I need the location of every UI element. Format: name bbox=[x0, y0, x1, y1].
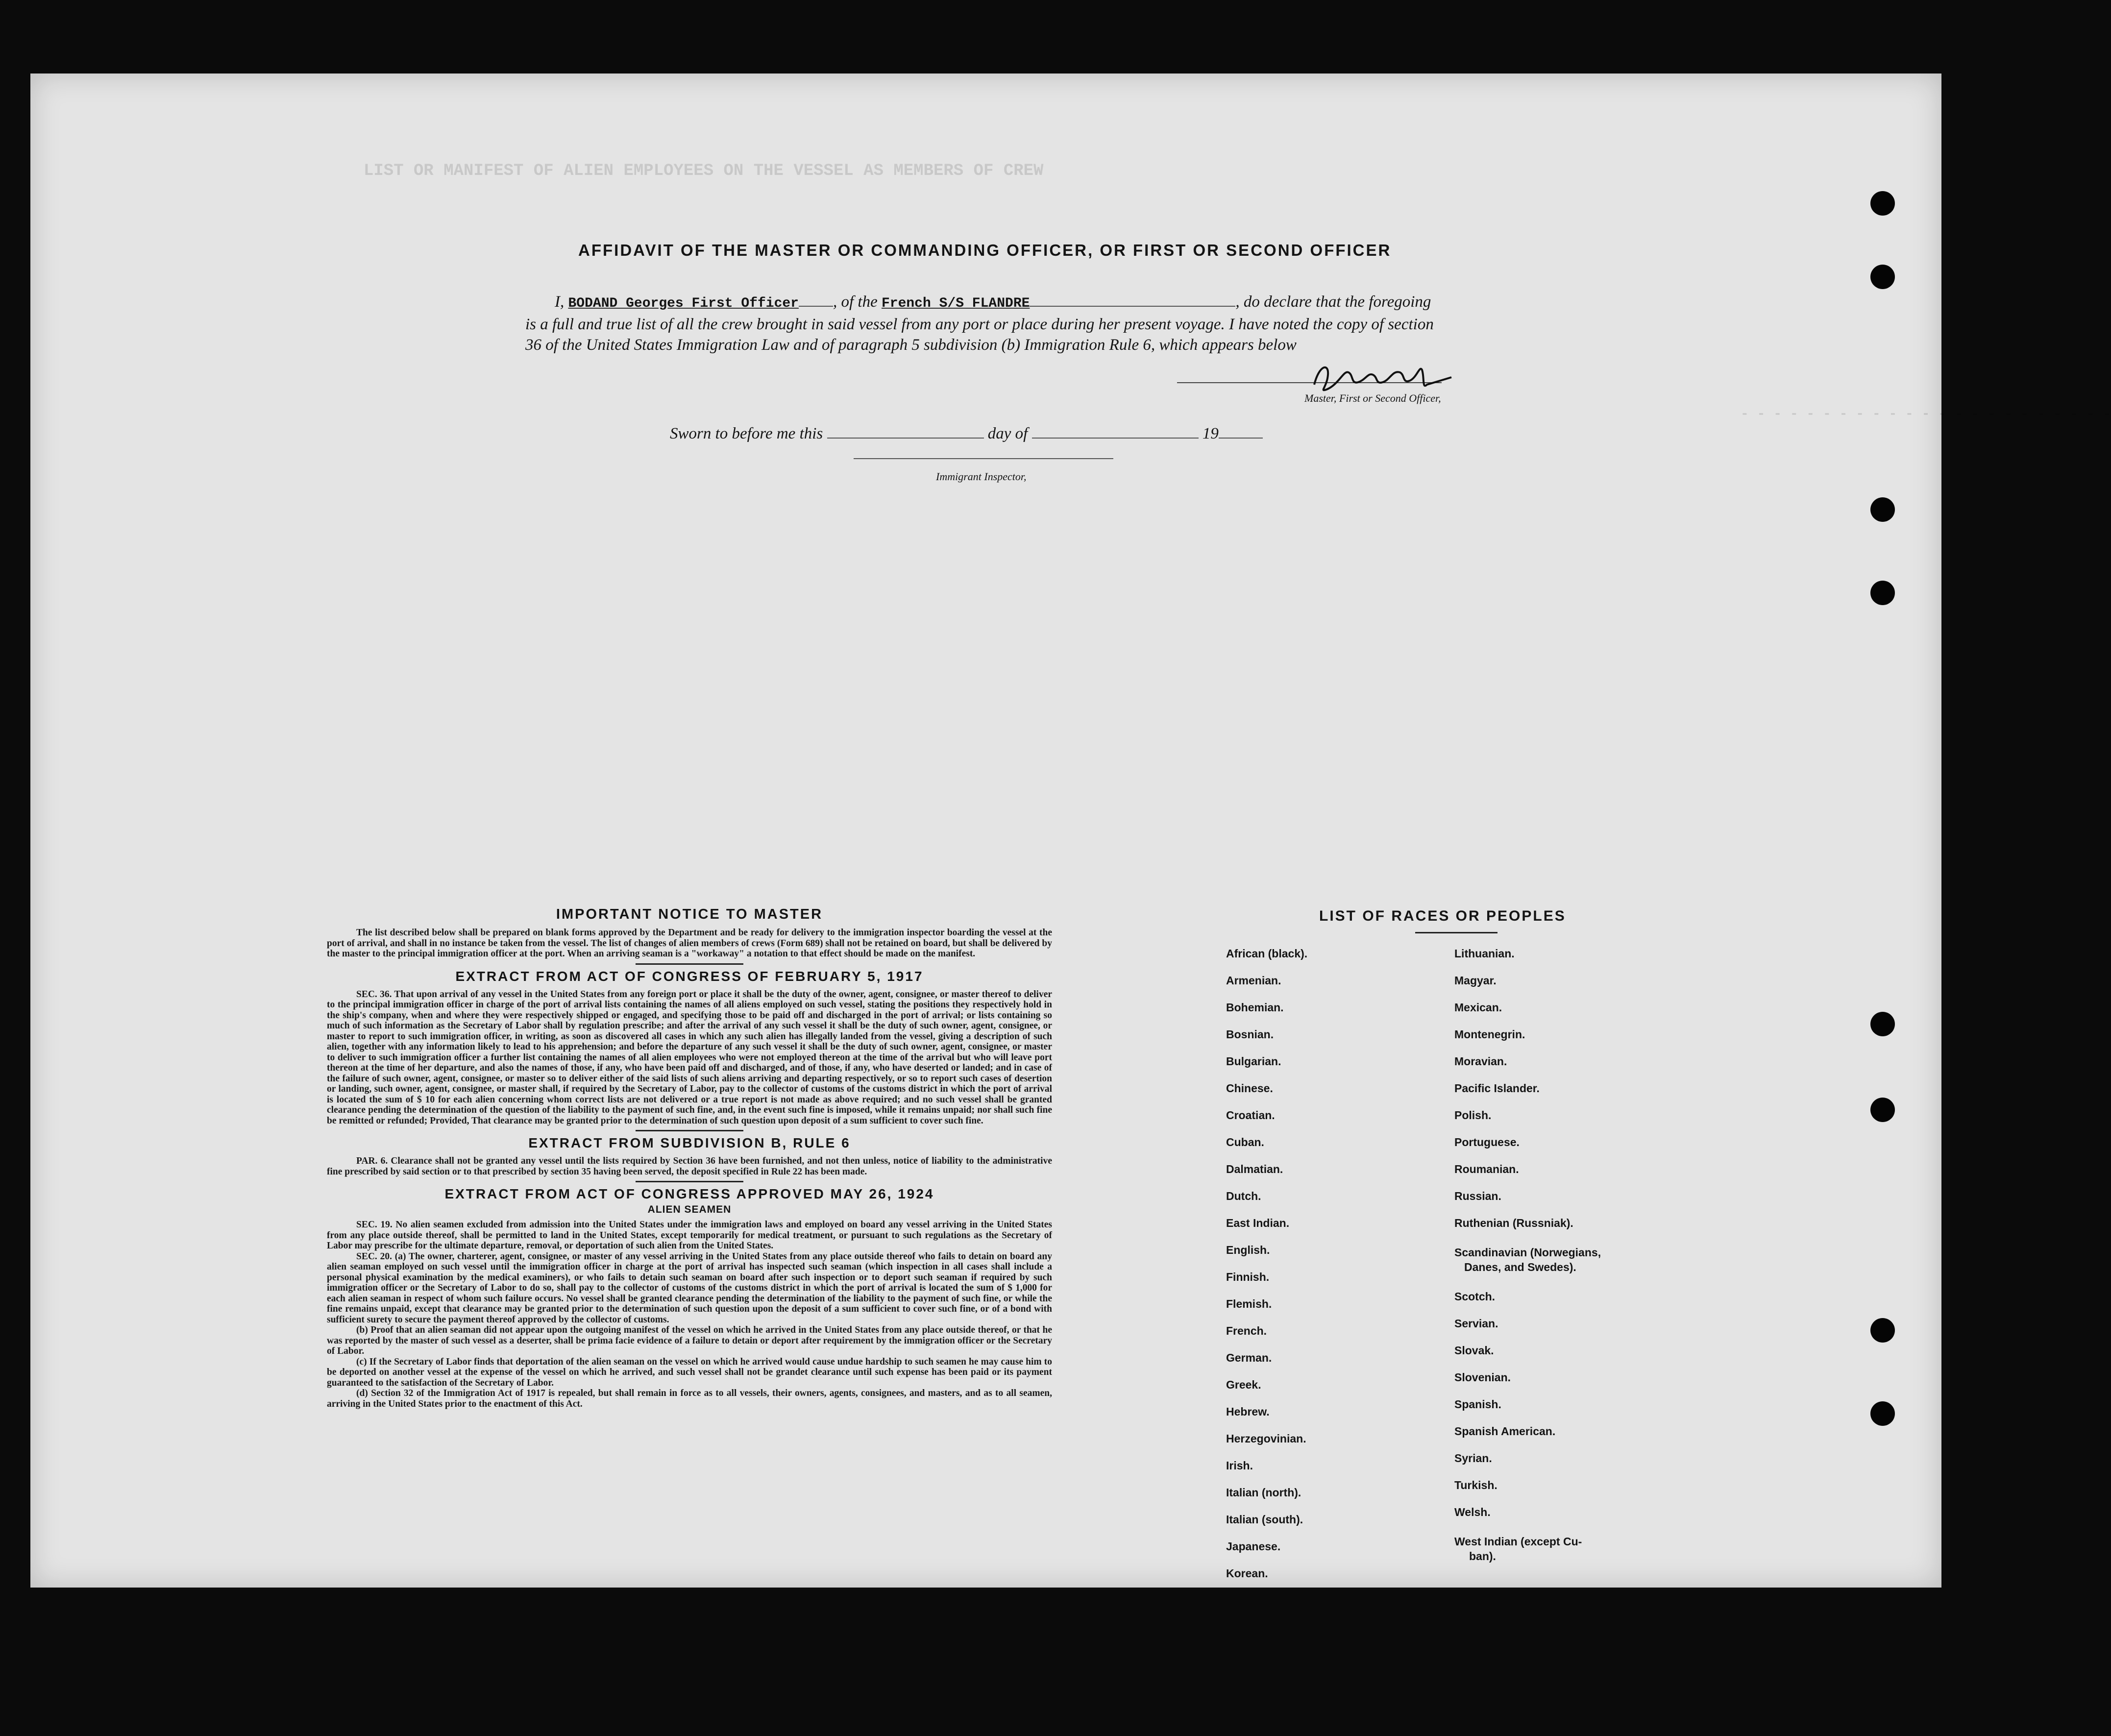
race-item: Italian (south). bbox=[1226, 1513, 1303, 1526]
race-item: ban). bbox=[1469, 1550, 1496, 1563]
race-item: Scandinavian (Norwegians, bbox=[1454, 1246, 1601, 1259]
race-item: Hebrew. bbox=[1226, 1405, 1270, 1418]
race-item: Syrian. bbox=[1454, 1452, 1492, 1465]
race-item: East Indian. bbox=[1226, 1217, 1290, 1229]
race-item: French. bbox=[1226, 1324, 1267, 1337]
race-item: Bohemian. bbox=[1226, 1001, 1284, 1014]
manifest-page bbox=[30, 73, 2111, 1588]
race-item: Spanish. bbox=[1454, 1398, 1501, 1411]
bleed-through: - - - - - - - - - - - - - - - - - - - - - - - bbox=[1741, 407, 2111, 422]
punch-hole bbox=[1870, 1401, 1895, 1426]
race-item: Ruthenian (Russniak). bbox=[1454, 1217, 1573, 1229]
officer-caption: Master, First or Second Officer, bbox=[1304, 392, 1441, 404]
extract-1917-title: EXTRACT FROM ACT OF CONGRESS OF FEBRUARY 5, 1917 bbox=[455, 968, 924, 984]
alien-seamen-subtitle: ALIEN SEAMEN bbox=[647, 1204, 732, 1215]
race-item: Korean. bbox=[1226, 1567, 1268, 1580]
race-item: Irish. bbox=[1226, 1459, 1253, 1472]
race-item: Slovak. bbox=[1454, 1344, 1494, 1357]
divider bbox=[636, 1181, 743, 1182]
race-item: Dalmatian. bbox=[1226, 1163, 1283, 1175]
race-item: German. bbox=[1226, 1351, 1272, 1364]
races-title: LIST OF RACES OR PEOPLES bbox=[1319, 908, 1566, 924]
divider bbox=[636, 963, 743, 965]
race-item: Portuguese. bbox=[1454, 1136, 1520, 1149]
affidavit-body: that the foregoing is a full and true list of all the crew brought in said vessel from any port or place during her present voyage. I have noted the copy of section 36 of the United States Immigration Law and of paragraph 5 subdivision (b) Immigration Rule 6, which appears below bbox=[525, 293, 1434, 354]
rule-6-title: EXTRACT FROM SUBDIVISION B, RULE 6 bbox=[528, 1135, 851, 1150]
punch-hole bbox=[1870, 191, 1895, 216]
affidavit-text bbox=[525, 292, 1437, 355]
sworn-year-label: 19 bbox=[1202, 425, 1219, 442]
sworn-day-label: day of bbox=[987, 425, 1028, 442]
legal-notices bbox=[327, 906, 1052, 1409]
extract-1924-title: EXTRACT FROM ACT OF CONGRESS APPROVED MAY 26, 1924 bbox=[444, 1186, 934, 1201]
rule-6-text: PAR. 6. Clearance shall not be granted any vessel until the lists required by Section 36 have been furnished, and not then unless, notice of liability to the administrative fine prescribed by said section or to that prescribed by section 35 having been served, the deposit specified in Rule 22 has been made. bbox=[327, 1156, 1052, 1177]
race-item: Spanish American. bbox=[1454, 1425, 1556, 1438]
race-item: Danes, and Swedes). bbox=[1464, 1261, 1576, 1273]
race-item: Moravian. bbox=[1454, 1055, 1507, 1068]
race-item: Magyar. bbox=[1454, 974, 1497, 987]
race-item: Welsh. bbox=[1454, 1506, 1491, 1518]
punch-hole bbox=[1870, 1098, 1895, 1122]
race-item: English. bbox=[1226, 1244, 1270, 1256]
race-item: Bosnian. bbox=[1226, 1028, 1274, 1041]
bleed-through: LIST OR MANIFEST OF ALIEN EMPLOYEES ON THE VESSEL AS MEMBERS OF CREW bbox=[364, 162, 1044, 180]
punch-hole bbox=[1870, 265, 1895, 289]
race-item: Greek. bbox=[1226, 1378, 1261, 1391]
race-item: Polish. bbox=[1454, 1109, 1492, 1122]
sec-20b-text: (b) Proof that an alien seaman did not appear upon the outgoing manifest of the vessel on which he arrived in the United States from any place outside thereof, or that he was reported by the master of such vessel as a deserter, shall be prima facie evidence of a failure to detain or deport after requirement by the immigration officer or the Secretary of Labor. bbox=[327, 1325, 1052, 1356]
vessel-name: French S/S FLANDRE bbox=[881, 296, 1030, 311]
race-item: Pacific Islander. bbox=[1454, 1082, 1540, 1095]
race-item: Lithuanian. bbox=[1454, 947, 1515, 960]
affidavit-i: I, bbox=[555, 293, 565, 311]
race-item: West Indian (except Cu- bbox=[1454, 1535, 1582, 1548]
race-item: Armenian. bbox=[1226, 974, 1281, 987]
punch-hole bbox=[1870, 1318, 1895, 1343]
sec-19-text: SEC. 19. No alien seamen excluded from admission into the United States under the immigration laws and employed on board any vessel arriving in the United States from any place outside thereof, shall be permitted to land in the United States, except temporarily for medical treatment, or pursuant to such regulations as the Secretary of Labor may prescribe for the ultimate departure, removal, or deportation of such alien from the United States. bbox=[327, 1220, 1052, 1251]
race-item: Servian. bbox=[1454, 1317, 1498, 1330]
of-the-label: , of the bbox=[833, 293, 878, 311]
extract-1917-text: SEC. 36. That upon arrival of any vessel in the United States from any foreign port or place it shall be the duty of the owner, agent, consignee, or master thereof to deliver to the principal immigration officer in charge of the port of arrival lists containing the names of all aliens employed on such vessel, stating the positions they respectively hold in the ship's company, when and where they were respectively shipped or engaged, and specifying those to be paid off and discharged in the port of arrival; or lists containing so much of such information as the Secretary of Labor shall by regulation prescribe; and after the arrival of any such vessel it shall be the duty of such owner, agent, consignee, or master to report to such immigration officer, in writing, as soon as discovered all cases in which any such alien has illegally landed from the vessel, giving a description of such alien, together with any information likely to lead to his apprehension; and before the departure of any such vessel it shall be the duty of such owner, agent, consignee, or master to deliver to such immigration officer a further list containing the names of all alien employees who were not employed thereon at the time of the arrival but who will leave port thereon at the time of her departure, and also the names of those, if any, who have been paid off and discharged, and of those, if any, who have deserted or landed; and in case of the failure of such owner, agent, consignee, or master so to deliver either of the said lists of such aliens arriving and departing respectively, or so to report such cases of desertion or landing, such owner, agent, consignee, or master shall, if required by the Secretary of Labor, pay to the collector of customs of the customs district in which the port of arrival is located the sum of $ 10 for each alien concerning whom correct lists are not delivered or a true report is not made as above required; and no such vessel shall be granted clearance pending the determination of the question of the liability to the payment of such fine, and, in the event such fine is imposed, while it remains unpaid; nor shall such fine be remitted or refunded; Provided, That clearance may be granted prior to the determination of such question upon deposit of a sum sufficient to cover such fine. bbox=[327, 989, 1052, 1126]
race-item: Russian. bbox=[1454, 1190, 1501, 1202]
race-item: Montenegrin. bbox=[1454, 1028, 1525, 1041]
sworn-statement bbox=[670, 424, 1263, 443]
race-item: Cuban. bbox=[1226, 1136, 1264, 1149]
race-item: Chinese. bbox=[1226, 1082, 1273, 1095]
race-item: Herzegovinian. bbox=[1226, 1432, 1306, 1445]
race-item: Croatian. bbox=[1226, 1109, 1275, 1122]
punch-hole bbox=[1870, 497, 1895, 522]
race-item: African (black). bbox=[1226, 947, 1308, 960]
inspector-caption: Immigrant Inspector, bbox=[936, 470, 1027, 483]
punch-hole bbox=[1870, 581, 1895, 605]
race-item: Roumanian. bbox=[1454, 1163, 1519, 1175]
race-item: Slovenian. bbox=[1454, 1371, 1511, 1384]
race-item: Bulgarian. bbox=[1226, 1055, 1281, 1068]
race-item: Italian (north). bbox=[1226, 1486, 1301, 1499]
inspector-signature-line bbox=[854, 458, 1113, 459]
divider bbox=[636, 1130, 743, 1131]
race-item: Dutch. bbox=[1226, 1190, 1261, 1202]
sworn-prefix: Sworn to before me this bbox=[670, 425, 823, 442]
races-divider bbox=[1415, 932, 1497, 933]
race-item: Turkish. bbox=[1454, 1479, 1497, 1491]
race-item: Japanese. bbox=[1226, 1540, 1281, 1553]
do-declare-label: , do declare bbox=[1235, 293, 1312, 311]
race-item: Mexican. bbox=[1454, 1001, 1502, 1014]
notice-text: The list described below shall be prepared on blank forms approved by the Department and be ready for delivery to the immigration inspector boarding the vessel at the port of arrival, and shall in no instance be taken from the vessel. The list of changes of alien members of crews (Form 689) shall not be retained on board, but shall be delivered by the master to the principal immigration officer at the port. When an arriving seaman is a "workaway" a notation to that effect should be made on the manifest. bbox=[327, 928, 1052, 959]
declarant-name: BODAND Georges First Officer bbox=[568, 296, 799, 311]
race-item: Flemish. bbox=[1226, 1297, 1272, 1310]
punch-hole bbox=[1870, 1012, 1895, 1036]
sec-20a-text: SEC. 20. (a) The owner, charterer, agent, consignee, or master of any vessel arriving in the United States from any place outside thereof who fails to detain on board any alien seaman employed on such vessel until the immigration officer in charge at the port of arrival has inspected such seaman (which inspection in all cases shall include a personal physical examination by the medical examiners), or who fails to detain such seaman on board after such inspection or to deport such seaman if required by such immigration officer or the Secretary of Labor to do so, shall pay to the collector of customs of the customs district in which the port of arrival is located the sum of $ 1,000 for each alien seaman in respect of whom such failure occurs. No vessel shall be granted clearance pending the determination of the liability to the payment of such fine, or while the fine remains unpaid, except that clearance may be granted prior to the determination of such question upon the deposit of a sum sufficient to cover such fine, or of a bond with sufficient surety to secure the payment thereof approved by the collector of customs. bbox=[327, 1251, 1052, 1325]
sec-20c-text: (c) If the Secretary of Labor finds that deportation of the alien seaman on the vessel on which he arrived would cause undue hardship to such seamen he may cause him to be deported on another vessel at the expense of the vessel on which he arrived, and such vessel shall not be grandet clearance until such expense has been paid or its payment guaranteed to the satisfaction of the Secretary of Labor. bbox=[327, 1356, 1052, 1388]
sec-20d-text: (d) Section 32 of the Immigration Act of 1917 is repealed, but shall remain in force as to all vessels, their owners, agents, consignees, and masters, and as to all seamen, arriving in the United States prior to the enactment of this Act. bbox=[327, 1388, 1052, 1409]
race-item: Scotch. bbox=[1454, 1290, 1496, 1303]
notice-title: IMPORTANT NOTICE TO MASTER bbox=[556, 906, 823, 922]
affidavit-title: AFFIDAVIT OF THE MASTER OR COMMANDING OFFICER, OR FIRST OR SECOND OFFICER bbox=[578, 241, 1392, 259]
race-item: Finnish. bbox=[1226, 1271, 1270, 1283]
